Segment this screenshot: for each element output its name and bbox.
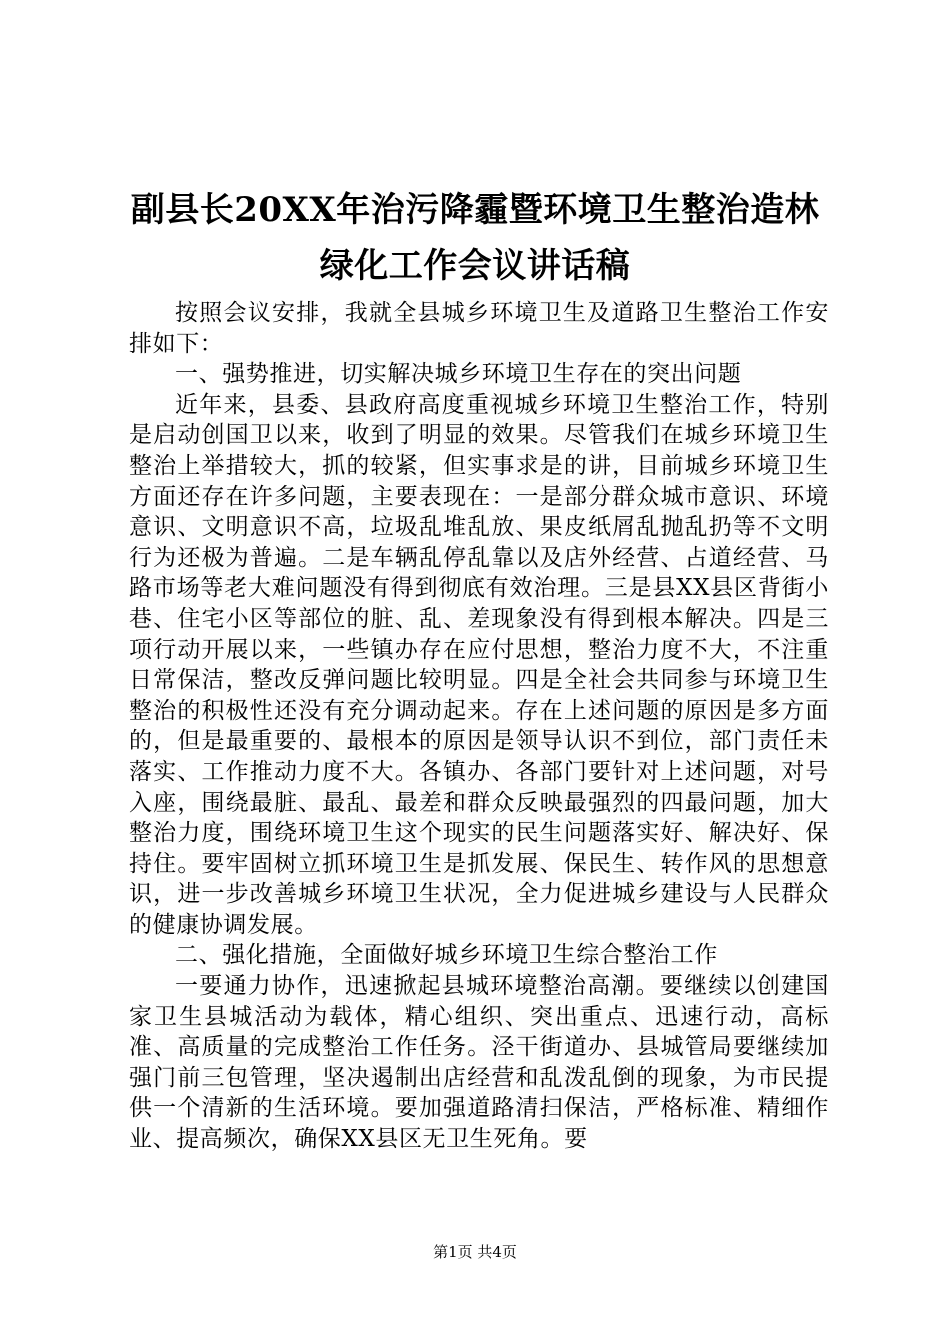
- document-title-line-2: 绿化工作会议讲话稿: [319, 246, 631, 286]
- section-heading-2: 二、强化措施，全面做好城乡环境卫生综合整治工作: [175, 942, 718, 969]
- paragraph-problems: 近年来，县委、县政府高度重视城乡环境卫生整治工作，特别是启动创国卫以来，收到了明显的效果。尽管我们在城乡环境卫生整治上举措较大，抓的较紧，但实事求是的讲，目前城乡环境卫生方面还存在许多问题，主要表现在：一是部分群众城市意识、环境意识、文明意识不高，垃圾乱堆乱放、果皮纸屑乱抛乱扔等不文明行为还极为普遍。二是车辆乱停乱靠以及店外经营、占道经营、马路市场等老大难问题没有得到彻底有效治理。三是县XX县区背街小巷、住宅小区等部位的脏、乱、差现象没有得到根本解决。四是三项行动开展以来，一些镇办存在应付思想，整治力度不大，不注重日常保洁，整改反弹问题比较明显。四是全社会共同参与环境卫生整治的积极性还没有充分调动起来。存在上述问题的原因是多方面的，但是最重要的、最根本的原因是领导认识不到位，部门责任未落实、工作推动力度不大。各镇办、各部门要针对上述问题，对号入座，围绕最脏、最乱、最差和群众反映最强烈的四最问题，加大整治力度，围绕环境卫生这个现实的民生问题落实好、解决好、保持住。要牢固树立抓环境卫生是抓发展、保民生、转作风的思想意识，进一步改善城乡环境卫生状况，全力促进城乡建设与人民群众的健康协调发展。: [129, 391, 829, 938]
- page-footer: 第1页 共4页: [433, 1243, 517, 1261]
- document-body: [129, 298, 829, 1155]
- paragraph-intro: 按照会议安排，我就全县城乡环境卫生及道路卫生整治工作安排如下：: [129, 300, 829, 357]
- document-title-line-1: 副县长20XX年治污降霾暨环境卫生整治造林: [130, 190, 820, 230]
- paragraph-measures: 一要通力协作，迅速掀起县城环境整治高潮。要继续以创建国家卫生县城活动为载体，精心组织、突出重点、迅速行动，高标准、高质量的完成整治工作任务。泾干街道办、县城管局要继续加强门前三包管理，坚决遏制出店经营和乱泼乱倒的现象，为市民提供一个清新的生活环境。要加强道路清扫保洁，严格标准、精细作业、提高频次，确保XX县区无卫生死角。要: [129, 973, 829, 1153]
- section-heading-1: 一、强势推进，切实解决城乡环境卫生存在的突出问题: [175, 361, 742, 388]
